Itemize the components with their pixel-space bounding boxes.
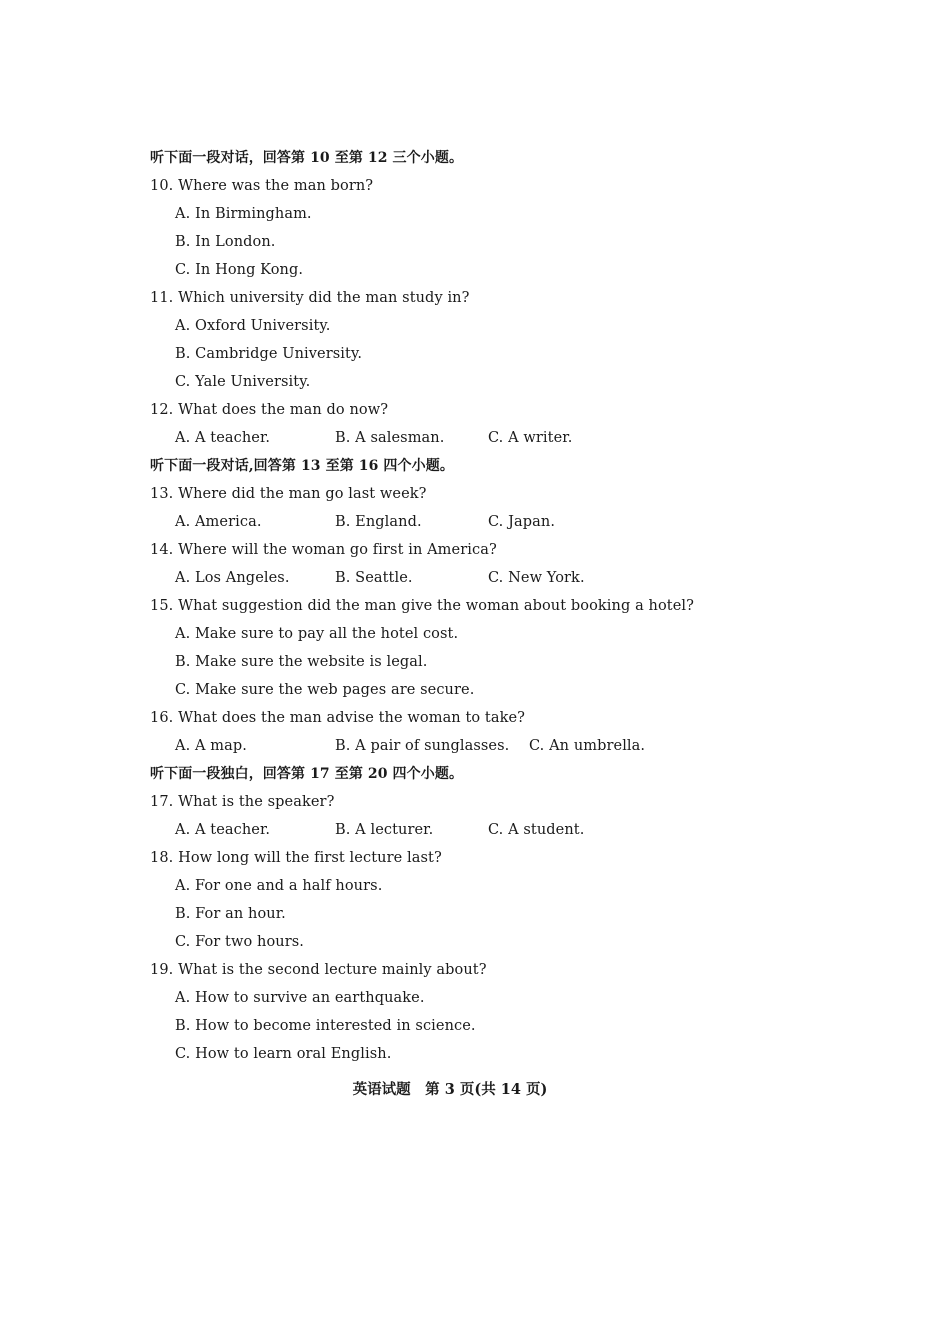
page-footer: 英语试题 第 3 页(共 14 页) <box>352 1081 548 1098</box>
q18-option-b: B. For an hour. <box>175 906 286 922</box>
q10-option-c: C. In Hong Kong. <box>175 262 304 278</box>
q17-option-b: B. A lecturer. <box>335 822 434 838</box>
q12-option-a: A. A teacher. <box>175 430 271 446</box>
q14-option-b: B. Seattle. <box>335 570 413 586</box>
q13-option-c: C. Japan. <box>488 514 556 530</box>
q10-option-a: A. In Birmingham. <box>175 206 312 222</box>
question-10: 10. Where was the man born? <box>150 178 374 194</box>
q12-option-b: B. A salesman. <box>335 430 445 446</box>
section-heading-2: 听下面一段对话,回答第 13 至第 16 四个小题。 <box>150 458 454 474</box>
q16-option-c: C. An umbrella. <box>529 738 646 754</box>
question-15: 15. What suggestion did the man give the woman about booking a hotel? <box>150 598 695 614</box>
q16-option-a: A. A map. <box>175 738 247 754</box>
question-16: 16. What does the man advise the woman to take? <box>150 710 526 726</box>
section-heading-3: 听下面一段独白，回答第 17 至第 20 四个小题。 <box>150 766 464 782</box>
q14-option-a: A. Los Angeles. <box>175 570 290 586</box>
q15-option-c: C. Make sure the web pages are secure. <box>175 682 475 698</box>
q15-option-b: B. Make sure the website is legal. <box>175 654 428 670</box>
question-14: 14. Where will the woman go first in America? <box>150 542 497 558</box>
q13-option-a: A. America. <box>175 514 262 530</box>
section-heading-1: 听下面一段对话，回答第 10 至第 12 三个小题。 <box>150 150 464 166</box>
question-12: 12. What does the man do now? <box>150 402 389 418</box>
q18-option-a: A. For one and a half hours. <box>175 878 383 894</box>
q17-option-c: C. A student. <box>488 822 585 838</box>
q19-option-b: B. How to become interested in science. <box>175 1018 476 1034</box>
q10-option-b: B. In London. <box>175 234 276 250</box>
q16-option-b: B. A pair of sunglasses. <box>335 738 510 754</box>
question-17: 17. What is the speaker? <box>150 794 335 810</box>
q15-option-a: A. Make sure to pay all the hotel cost. <box>175 626 459 642</box>
q14-option-c: C. New York. <box>488 570 585 586</box>
q17-option-a: A. A teacher. <box>175 822 271 838</box>
q13-option-b: B. England. <box>335 514 422 530</box>
q11-option-a: A. Oxford University. <box>175 318 331 334</box>
q19-option-a: A. How to survive an earthquake. <box>175 990 425 1006</box>
q18-option-c: C. For two hours. <box>175 934 304 950</box>
question-18: 18. How long will the first lecture last? <box>150 850 442 866</box>
q12-option-c: C. A writer. <box>488 430 573 446</box>
q11-option-b: B. Cambridge University. <box>175 346 363 362</box>
question-13: 13. Where did the man go last week? <box>150 486 427 502</box>
q19-option-c: C. How to learn oral English. <box>175 1046 392 1062</box>
question-19: 19. What is the second lecture mainly about? <box>150 962 487 978</box>
q11-option-c: C. Yale University. <box>175 374 311 390</box>
question-11: 11. Which university did the man study in? <box>150 290 470 306</box>
